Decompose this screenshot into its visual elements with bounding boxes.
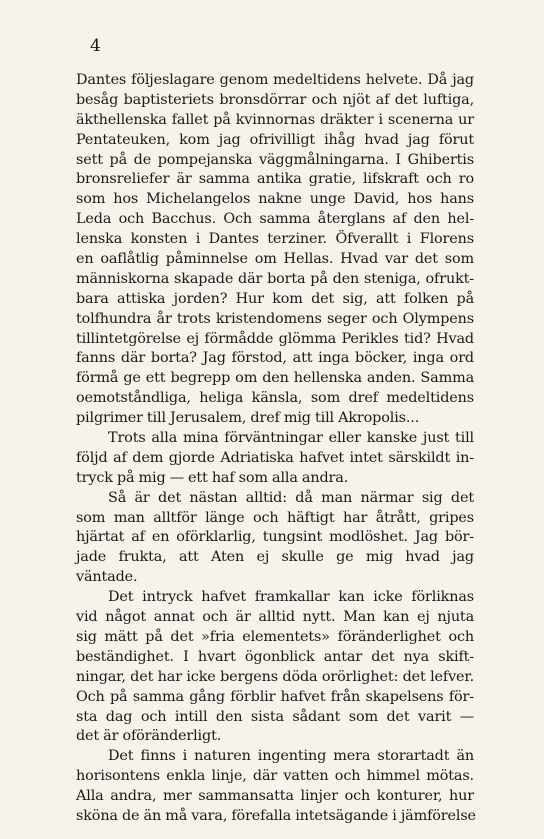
text-line: Alla andra, mer sammansatta linjer och konturer, hur (76, 788, 474, 805)
text-line: Trots alla mina förväntningar eller kanske just till (108, 430, 474, 447)
text-line: Pentateuken, kom jag ofrivilligt ihåg hvad jag förut (76, 131, 474, 148)
text-line: det är oföränderligt. (76, 728, 222, 745)
text-line: fanns där borta? Jag förstod, att inga böcker, inga ord (76, 350, 474, 367)
text-line: tolfhundra år trots kristendomens seger och Olympens (76, 310, 474, 327)
text-line: sta dag och intill den sista sådant som det varit — (76, 708, 474, 725)
text-line: jade frukta, att Aten ej skulle ge mig hvad jag (76, 549, 474, 566)
text-line: Dantes följeslagare genom medeltidens helvete. Då jag (76, 72, 474, 88)
text-line: besåg baptisteriets bronsdörrar och njöt af det luftiga, (76, 91, 474, 108)
text-line: Det finns i naturen ingenting mera storartadt än (108, 748, 474, 765)
text-line: sköna de än må vara, förefalla intetsägande i jämförelse (76, 807, 476, 824)
text-line: horisontens enkla linje, där vatten och himmel mötas. (76, 768, 474, 785)
text-line: sett på de pompejanska väggmålningarna. I Ghibertis (76, 151, 474, 168)
body-text (76, 71, 474, 827)
text-line: oemotståndliga, heliga känsla, som dref medeltidens (76, 390, 474, 407)
text-line: som man alltför länge och häftigt har åtrått, gripes (76, 509, 474, 526)
text-line: Det intryck hafvet framkallar kan icke förliknas (108, 589, 474, 606)
text-line: följd af dem gjorde Adriatiska hafvet intet särskildt in- (76, 449, 474, 466)
text-line: Leda och Bacchus. Och samma återglans af den hel- (76, 211, 474, 228)
text-line: hjärtat af en oförklarlig, tungsint modlöshet. Jag bör- (76, 529, 474, 546)
text-line: förmå ge ett begrepp om den hellenska anden. Samma (76, 370, 474, 387)
text-line: Så är det nästan alltid: då man närmar sig det (108, 489, 474, 506)
text-line: väntade. (76, 569, 138, 586)
text-line: bara attiska jorden? Hur kom det sig, att folken på (76, 290, 474, 307)
text-line: bronsreliefer är samma antika gratie, lifskraft och ro (76, 171, 474, 188)
text-line: tryck på mig — ett haf som alla andra. (76, 469, 349, 486)
text-line: äkthellenska fallet på kvinnornas dräkter i scenerna ur (76, 111, 474, 128)
text-line: vid något annat och är alltid nytt. Man kan ej njuta (76, 609, 474, 626)
text-line: människorna skapade där borta på den steniga, ofrukt- (76, 270, 474, 287)
page-number: 4 (90, 36, 101, 56)
text-line: en oaflåtlig påminnelse om Hellas. Hvad var det som (76, 251, 474, 268)
text-line: beständighet. I hvart ögonblick antar det nya skift- (76, 648, 474, 665)
text-line: tillintetgörelse ej förmådde glömma Perikles tid? Hvad (76, 330, 474, 347)
text-line: Och på samma gång förblir hafvet från skapelsens för- (76, 688, 474, 705)
text-line: som hos Michelangelos nakne unge David, hos hans (76, 191, 474, 208)
text-line: ningar, det har icke bergens döda orörlighet: det lefver. (76, 668, 474, 685)
text-line: pilgrimer till Jerusalem, dref mig till Akropolis... (76, 410, 420, 427)
text-line: sig mätt på det »fria elementets» föränderlighet och (76, 628, 474, 645)
text-line: lenska konsten i Dantes terziner. Öfverallt i Florens (76, 231, 474, 248)
